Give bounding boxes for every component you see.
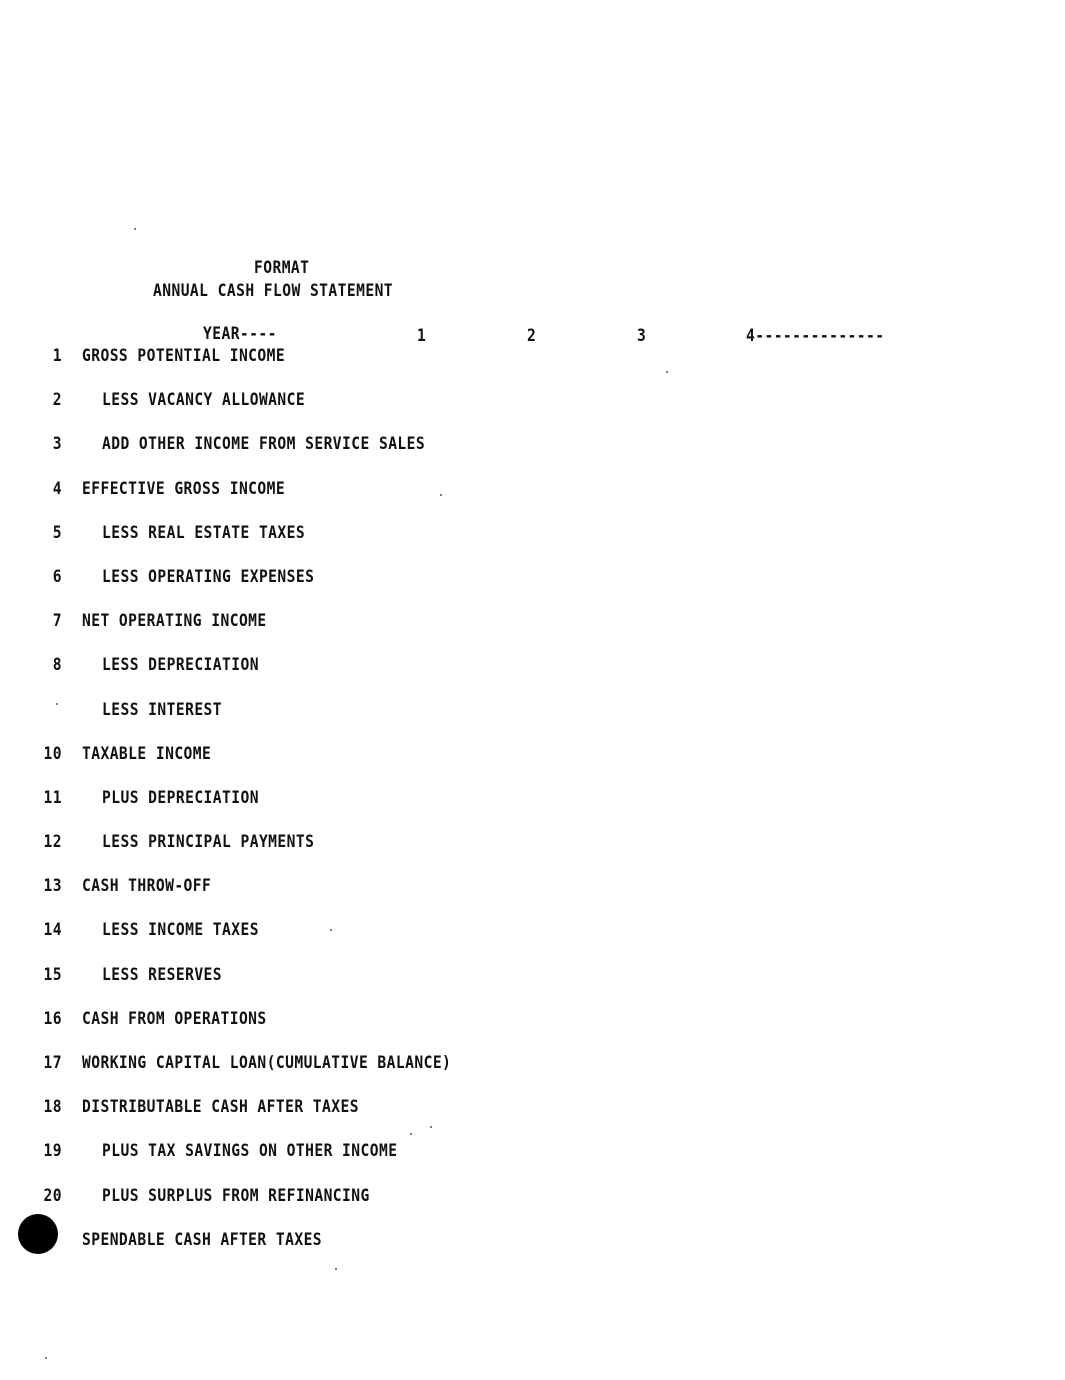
line-item-label: PLUS DEPRECIATION	[102, 787, 259, 808]
scan-speck	[330, 929, 332, 931]
punch-hole-mark	[18, 1214, 58, 1254]
line-item-row	[0, 832, 1065, 876]
line-item-row	[0, 1141, 1065, 1185]
line-item-row	[0, 611, 1065, 655]
year-column-2: 2	[527, 326, 537, 346]
scan-speck	[430, 1126, 432, 1128]
line-item-row	[0, 390, 1065, 434]
line-item-row	[0, 744, 1065, 788]
line-item-label: WORKING CAPITAL LOAN(CUMULATIVE BALANCE)	[82, 1053, 452, 1073]
line-item-row	[0, 567, 1065, 611]
scan-speck	[410, 1133, 412, 1135]
line-item-label: PLUS SURPLUS FROM REFINANCING	[102, 1185, 370, 1206]
scan-speck	[56, 703, 58, 705]
line-number: 20	[43, 1185, 62, 1206]
line-item-row	[0, 1230, 1065, 1274]
line-item-row	[0, 1186, 1065, 1230]
line-number: 5	[52, 522, 62, 543]
line-item-label: LESS INCOME TAXES	[102, 920, 259, 941]
line-item-label: SPENDABLE CASH AFTER TAXES	[82, 1229, 323, 1250]
line-item-row	[0, 700, 1065, 744]
line-number: 6	[52, 566, 62, 587]
line-item-label: LESS OPERATING EXPENSES	[102, 566, 315, 587]
line-number: 4	[52, 478, 62, 499]
line-item-label: LESS REAL ESTATE TAXES	[102, 522, 306, 543]
line-item-label: LESS INTEREST	[102, 699, 223, 720]
line-number: 17	[43, 1053, 62, 1073]
scan-speck	[45, 1357, 47, 1359]
line-number: 12	[43, 832, 62, 853]
line-number: 7	[52, 611, 62, 632]
document-title: FORMAT	[254, 258, 310, 278]
line-number: 18	[43, 1097, 62, 1118]
line-item-row	[0, 965, 1065, 1009]
line-number: 19	[43, 1141, 62, 1162]
scan-speck	[440, 494, 442, 496]
line-item-label: CASH THROW-OFF	[82, 876, 212, 897]
line-number: 2	[52, 390, 62, 411]
line-number: 15	[43, 964, 62, 985]
line-item-label: LESS PRINCIPAL PAYMENTS	[102, 832, 315, 853]
year-column-1: 1	[417, 326, 427, 346]
line-item-label: GROSS POTENTIAL INCOME	[82, 346, 286, 366]
line-item-label: NET OPERATING INCOME	[82, 611, 267, 632]
line-item-row	[0, 523, 1065, 567]
line-number: 10	[43, 743, 62, 764]
line-item-label: LESS VACANCY ALLOWANCE	[102, 390, 306, 411]
line-item-row	[0, 434, 1065, 478]
line-item-label: CASH FROM OPERATIONS	[82, 1008, 267, 1029]
line-item-row	[0, 920, 1065, 964]
line-item-row	[0, 346, 1065, 390]
line-number: 14	[43, 920, 62, 941]
line-number: 11	[43, 787, 62, 808]
line-item-row	[0, 1009, 1065, 1053]
line-item-row	[0, 1097, 1065, 1141]
line-item-row	[0, 788, 1065, 832]
document-subtitle: ANNUAL CASH FLOW STATEMENT	[153, 281, 394, 301]
line-number: 1	[52, 346, 62, 366]
line-item-label: PLUS TAX SAVINGS ON OTHER INCOME	[102, 1141, 398, 1162]
line-item-label: LESS RESERVES	[102, 964, 223, 985]
scan-speck	[666, 371, 668, 373]
scan-speck	[134, 228, 136, 230]
year-column-4: 4--------------	[746, 326, 885, 346]
line-number: 13	[43, 876, 62, 897]
line-item-row	[0, 479, 1065, 523]
line-number: 16	[43, 1008, 62, 1029]
line-item-row	[0, 876, 1065, 920]
line-item-row	[0, 655, 1065, 699]
line-item-label: EFFECTIVE GROSS INCOME	[82, 478, 286, 499]
line-item-list	[0, 346, 1065, 1274]
year-column-3: 3	[637, 326, 647, 346]
line-item-row	[0, 1053, 1065, 1097]
scan-speck	[335, 1268, 337, 1270]
line-number: 8	[52, 655, 62, 676]
line-item-label: LESS DEPRECIATION	[102, 655, 259, 676]
line-number: 3	[52, 434, 62, 455]
year-header-label: YEAR----	[203, 324, 277, 344]
line-item-label: ADD OTHER INCOME FROM SERVICE SALES	[102, 434, 426, 455]
line-item-label: TAXABLE INCOME	[82, 743, 212, 764]
line-item-label: DISTRIBUTABLE CASH AFTER TAXES	[82, 1097, 359, 1118]
